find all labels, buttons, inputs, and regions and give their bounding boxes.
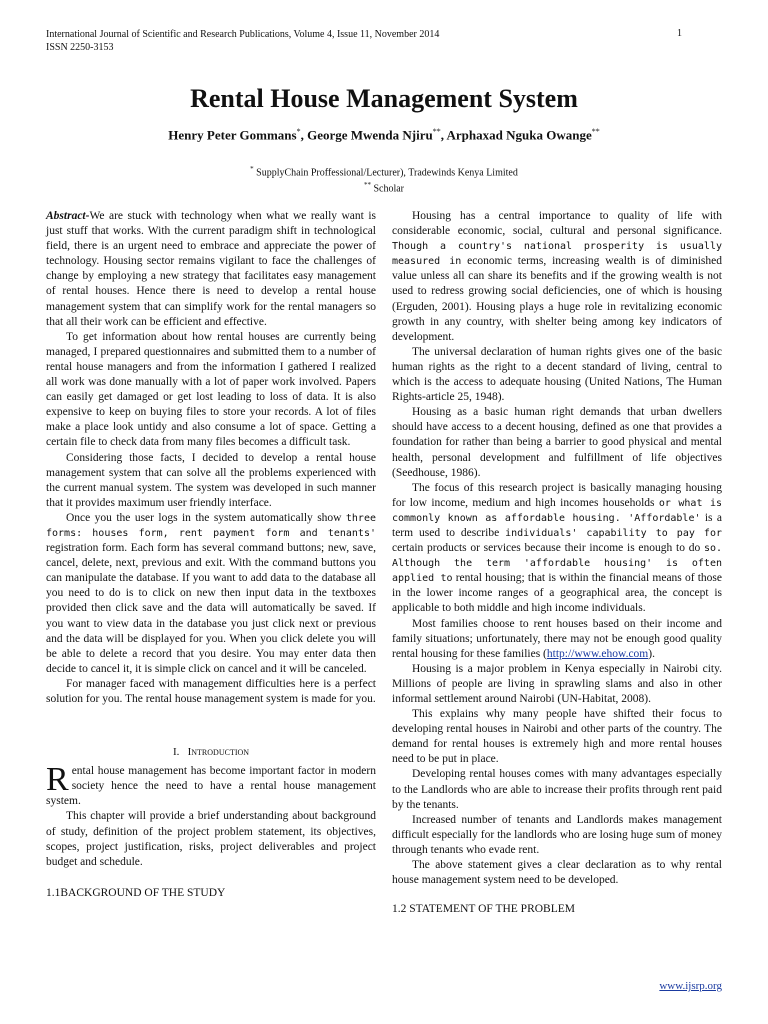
author-3-mark: ** bbox=[591, 127, 600, 136]
journal-url-link[interactable]: www.ijsrp.org bbox=[659, 980, 722, 992]
drop-cap: R bbox=[46, 761, 69, 799]
intro-paragraph bbox=[46, 761, 376, 809]
right-column bbox=[392, 209, 722, 917]
paragraph bbox=[392, 481, 722, 617]
journal-header bbox=[46, 28, 439, 54]
author-2: George Mwenda Njiru bbox=[307, 127, 433, 143]
text-run: or what is commonly known as affordable housing. 'Affordable' bbox=[392, 497, 722, 524]
author-separator-1: , bbox=[300, 127, 308, 143]
text-run: certain products or services because their income is enough to do bbox=[392, 542, 704, 555]
section-title: Introduction bbox=[187, 746, 250, 759]
subsection-heading: 1.2 STATEMENT OF THE PROBLEM bbox=[392, 903, 575, 916]
affiliation-2 bbox=[0, 179, 768, 195]
affiliations bbox=[0, 163, 768, 196]
text-run: registration form. Each form has several command buttons; new, save, cancel, delete, next, previous and exit. With the command buttons you can manipulate the database. If you want to add data to the database all you need to do is to click on new then input data in the textboxes provided then click save and the data will automatically be saved. If you want to view data in the database you just click next or previous and the data will be displayed for you. When you click delete you will be able to delete a record that you desire. You may enter data then decide to cancel it, it is simple click on cancel and it will be canceled. bbox=[46, 542, 376, 675]
authors bbox=[0, 127, 768, 143]
text-run: Once you the user logs in the system automatically show bbox=[66, 511, 346, 524]
paragraph: Developing rental houses comes with many advantages especially to the Landlords who are able to increase their profits through rent paid by the tenants. bbox=[392, 768, 722, 811]
subsection-heading: 1.1BACKGROUND OF THE STUDY bbox=[46, 886, 226, 899]
paragraph: Considering those facts, I decided to develop a rental house management system that can solve all the problems experienced with the current manual system. The system was developed in such manner that it provides maximum user friendly interface. bbox=[46, 451, 376, 509]
text-run: The focus of this research project is basically managing housing for low income, medium and high incomes households bbox=[392, 481, 722, 509]
paragraph: This explains why many people have shifted their focus to developing rental houses in Nairobi and other parts of the country. The demand for rental houses is extremely high and more rental houses need to be put in place. bbox=[392, 708, 722, 766]
page-number: 1 bbox=[677, 28, 682, 39]
abstract-label: Abstract- bbox=[46, 210, 90, 222]
text-run: Most families choose to rent houses based on their income and family situations; unfortunately, there may not be enough good quality rental housing for these families ( bbox=[392, 617, 722, 660]
paragraph: The universal declaration of human rights gives one of the basic human rights as the right to a decent standard of living, central to which is the access to adequate housing (United Nations, The Human Rights-article 25, 1948). bbox=[392, 345, 722, 404]
text-run: three forms: houses form, rent payment form and tenants' bbox=[46, 512, 376, 539]
paragraph: For manager faced with management difficulties here is a perfect solution for you. The rental house management system is made for you. bbox=[46, 677, 376, 705]
paragraph: Increased number of tenants and Landlords makes management difficult especially for the landlords who are losing huge sum of money through tenants who evade rent. bbox=[392, 813, 722, 856]
paragraph: Housing is a major problem in Kenya especially in Nairobi city. Millions of people are living in sprawling slams and also in other informal settlement around Nairobi (UN-Habitat, 2008). bbox=[392, 662, 722, 705]
text-run: is a term used to describe bbox=[392, 511, 722, 539]
text-run: Though a country's national prosperity is usually measured in bbox=[392, 241, 722, 268]
text-run: economic terms, increasing wealth is of diminished value unless all can share its benefits and if the growing wealth is not used to redress growing social deficiencies, one of which is housing (Erguden, 2001). Housing plays a huge role in revitalizing economic growth in any country, with shelter being among key indicators of development. bbox=[392, 255, 722, 343]
author-1: Henry Peter Gommans bbox=[168, 127, 297, 143]
section-number: I. bbox=[172, 746, 180, 759]
paragraph: To get information about how rental houses are currently being managed, I prepared questionnaires and submitted them to a number of rental house managers and from the information I gathered I realized all work was done manually with a lot of paper work involved. Papers can easily get damaged or get lost leading to loss of data. It is also expensive to keep on buying files to store your records. A lot of files make a place look untidy and also consume a lot of space. Getting a certain file to check data from many files becomes a difficult task. bbox=[46, 330, 376, 449]
text-run: rental housing; that is within the financial means of those in the lower income ranges of a geographical area, the concept is applicable to both middle and high income individuals. bbox=[392, 572, 723, 615]
intro-text: ental house management has become important factor in modern society hence the need to have a rental house management system. bbox=[46, 765, 376, 808]
paragraph: Housing as a basic human right demands that urban dwellers should have access to a decent housing, defined as one that provides a foundation for rather than being a barrier to good physical and mental health, personal development and fulfillment of life objectives (Seedhouse, 1986). bbox=[392, 406, 722, 479]
ehow-link[interactable]: http://www.ehow.com bbox=[546, 647, 649, 660]
affiliation-2-mark: ** bbox=[363, 181, 371, 190]
issn: ISSN 2250-3153 bbox=[46, 42, 114, 53]
paragraph: The above statement gives a clear declaration as to why rental house management system need to be developed. bbox=[392, 859, 722, 887]
paragraph bbox=[46, 511, 376, 677]
affiliation-1 bbox=[0, 163, 768, 179]
affiliation-2-text: Scholar bbox=[373, 183, 405, 195]
text-run: Housing has a central importance to quality of life with considerable economic, social, cultural and personal significance. bbox=[392, 210, 722, 238]
affiliation-1-mark: * bbox=[250, 165, 254, 173]
paper-title: Rental House Management System bbox=[190, 84, 578, 113]
author-3: Arphaxad Nguka Owange bbox=[446, 127, 592, 143]
author-2-mark: ** bbox=[432, 127, 441, 136]
text-run: so. Although the term 'affordable housing' is often applied to bbox=[392, 543, 722, 585]
text-run: ). bbox=[648, 647, 655, 660]
paragraph: This chapter will provide a brief understanding about background of study, definition of the project problem statement, its objectives, scopes, project justification, risks, project deliverables and project budget and schedule. bbox=[46, 810, 376, 868]
affiliation-1-text: SupplyChain Proffessional/Lecturer), Tradewinds Kenya Limited bbox=[256, 167, 518, 179]
author-1-mark: * bbox=[296, 127, 301, 136]
left-column bbox=[46, 209, 376, 901]
journal-citation: International Journal of Scientific and Research Publications, Volume 4, Issue 11, November 2014 bbox=[46, 29, 440, 40]
section-heading bbox=[46, 745, 376, 760]
paragraph bbox=[392, 209, 722, 345]
abstract-paragraph bbox=[46, 209, 376, 330]
text-run: individuals' capability to pay for bbox=[505, 527, 722, 539]
abstract-text: We are stuck with technology when what we really want is just stuff that works. With the current paradigm shift in technological field, there is an urgent need to embrace and appreciate the power of technology. Housing sector remains vigilant to face the challenges of change by employing a new strategy that facilitates easy management of rental houses. Hence there is need to develop a rental house management system that can simplify work for the rental managers so that all their work can be efficient and effective. bbox=[46, 210, 376, 328]
paragraph bbox=[392, 617, 722, 662]
author-separator-2: , bbox=[440, 127, 447, 143]
